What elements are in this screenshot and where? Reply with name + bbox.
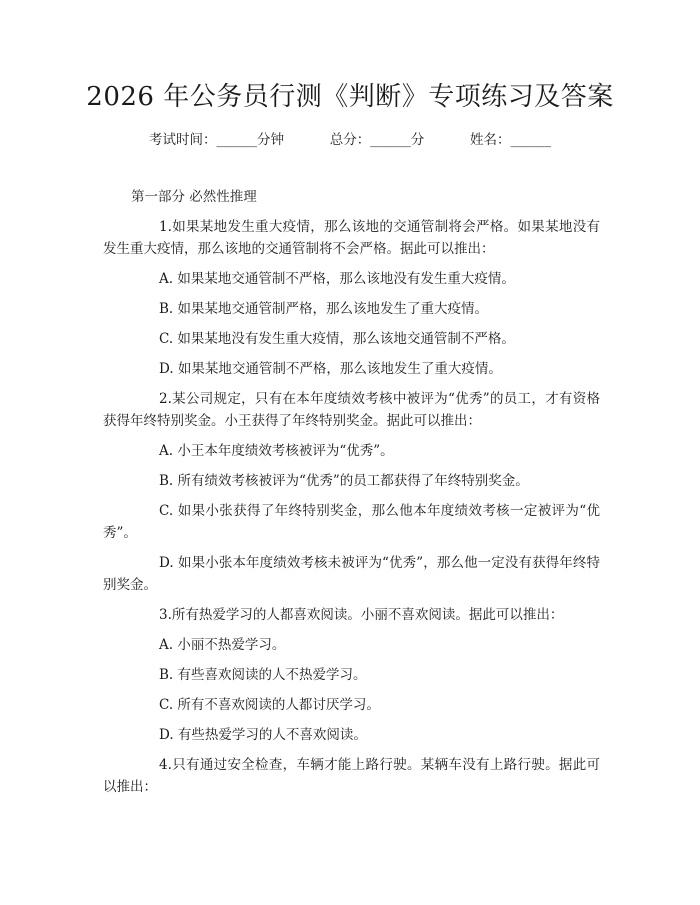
document-body xyxy=(103,186,600,806)
option-2d: D. 如果小张本年度绩效考核未被评为“优秀”，那么他一定没有获得年终特别奖金。 xyxy=(103,555,600,593)
section-title: 第一部分 必然性推理 xyxy=(131,189,257,205)
name-field: 姓名：______ xyxy=(470,132,551,148)
question-number: 4. xyxy=(159,757,172,773)
option-2a: A. 小王本年度绩效考核被评为“优秀”。 xyxy=(159,443,394,459)
question-4 xyxy=(103,754,600,798)
option-3c: C. 所有不喜欢阅读的人都讨厌学习。 xyxy=(159,697,380,713)
question-2 xyxy=(103,388,600,432)
question-stem: 如果某地发生重大疫情，那么该地的交通管制将会严格。如果某地没有发生重大疫情，那么该地的交通管制将不会严格。据此可以推出： xyxy=(103,219,600,257)
question-number: 3. xyxy=(159,607,172,623)
exam-meta xyxy=(0,130,700,150)
question-stem: 所有热爱学习的人都喜欢阅读。小丽不喜欢阅读。据此可以推出： xyxy=(171,607,564,623)
question-stem: 只有通过安全检查，车辆才能上路行驶。某辆车没有上路行驶。据此可以推出： xyxy=(103,757,600,795)
question-3 xyxy=(103,604,600,626)
exam-time-field: 考试时间：______分钟 xyxy=(149,132,284,148)
question-number: 2. xyxy=(159,391,172,407)
option-2c: C. 如果小张获得了年终特别奖金，那么他本年度绩效考核一定被评为“优秀”。 xyxy=(103,503,600,541)
total-score-field: 总分：______分 xyxy=(329,132,425,148)
option-3d: D. 有些热爱学习的人不喜欢阅读。 xyxy=(159,727,367,743)
option-2b: B. 所有绩效考核被评为“优秀”的员工都获得了年终特别奖金。 xyxy=(159,473,529,489)
question-stem: 某公司规定，只有在本年度绩效考核中被评为“优秀”的员工，才有资格获得年终特别奖金。小王获得了年终特别奖金。据此可以推出： xyxy=(103,391,600,429)
option-1a: A. 如果某地交通管制不严格，那么该地没有发生重大疫情。 xyxy=(159,271,515,287)
option-1b: B. 如果某地交通管制严格，那么该地发生了重大疫情。 xyxy=(159,301,489,317)
option-1c: C. 如果某地没有发生重大疫情，那么该地交通管制不严格。 xyxy=(159,331,515,347)
option-1d: D. 如果某地交通管制不严格，那么该地发生了重大疫情。 xyxy=(159,361,502,377)
question-number: 1. xyxy=(159,219,172,235)
option-3a: A. 小丽不热爱学习。 xyxy=(159,637,286,653)
option-3b: B. 有些喜欢阅读的人不热爱学习。 xyxy=(159,667,367,683)
question-1 xyxy=(103,216,600,260)
document-title: 2026 年公务员行测《判断》专项练习及答案 xyxy=(86,82,614,112)
